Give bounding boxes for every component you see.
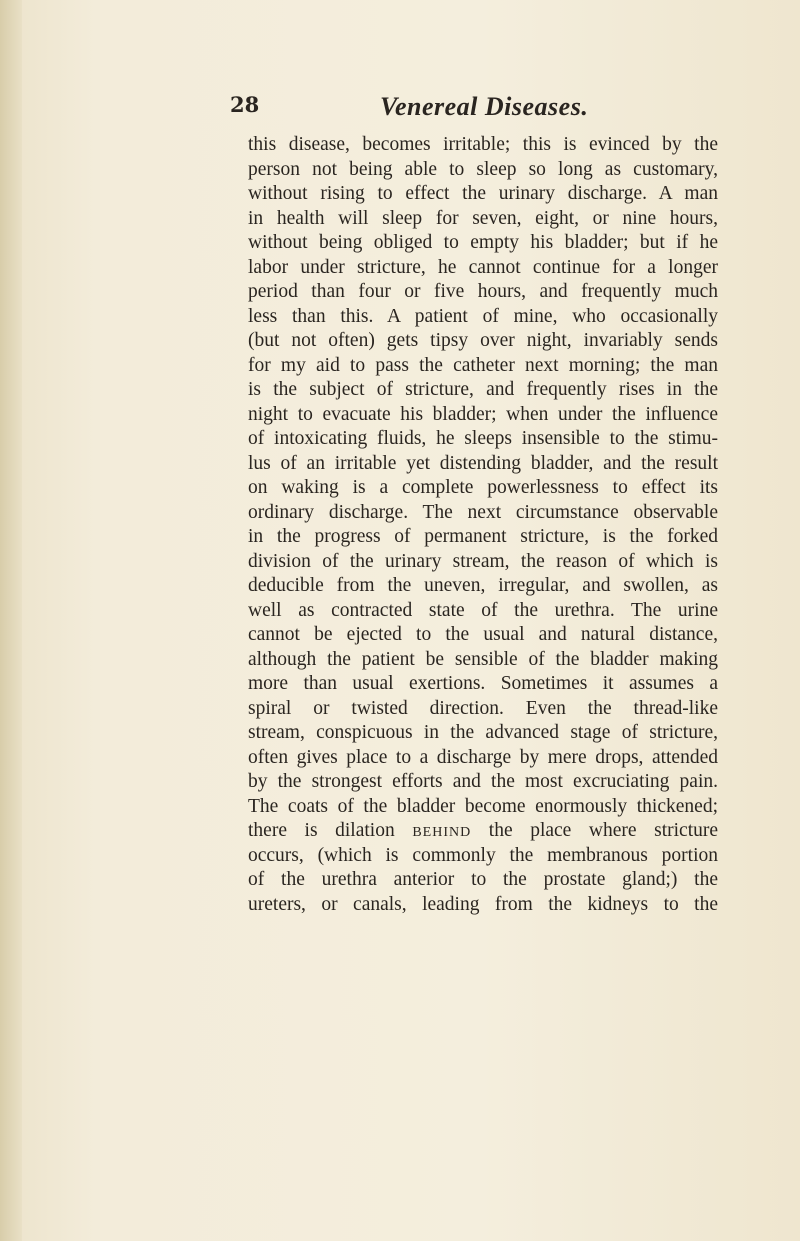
text-line: in the progress of permanent stricture, is the forked [248,526,718,547]
text-line: division of the urinary stream, the reason of which is [248,550,718,572]
text-line: well as contracted state of the urethra. The urine [248,599,718,621]
text-line: ureters, or canals, leading from the kidneys to the [248,893,718,915]
text-line: occurs, (which is commonly the membranous portion [248,844,718,866]
text-line: person not being able to sleep so long as customary, [248,158,718,180]
text-line: without rising to effect the urinary discharge. A man [248,183,718,204]
text-line: period than four or five hours, and frequently much [248,281,718,302]
text-line: is the subject of stricture, and frequently rises in the [248,379,718,400]
text-line: in health will sleep for seven, eight, or nine hours, [248,207,718,229]
text-line: spiral or twisted direction. Even the thread-like [248,697,718,719]
text-line: deducible from the uneven, irregular, and swollen, as [248,575,718,596]
page-gutter [0,0,22,1241]
text-line: of intoxicating fluids, he sleeps insensible to the stimu- [248,428,718,449]
text-line: The coats of the bladder become enormously thickened; [248,795,718,817]
text-line: without being obliged to empty his bladder; but if he [248,232,718,253]
text-line [248,819,718,844]
text-line: this disease, becomes irritable; this is evinced by the [248,134,718,155]
text-line: although the patient be sensible of the bladder making [248,648,718,670]
text-line: stream, conspicuous in the advanced stage of stricture, [248,722,718,743]
text-line: on waking is a complete powerlessness to effect its [248,477,718,498]
page-number: 28 [230,92,260,117]
text-line: of the urethra anterior to the prostate gland;) the [248,869,718,890]
text-line: night to evacuate his bladder; when under the influence [248,403,718,425]
text-line: (but not often) gets tipsy over night, invariably sends [248,330,718,351]
text-segment: there is dilation [248,820,395,841]
text-line: by the strongest efforts and the most excruciating pain. [248,771,718,792]
text-segment: the place where stricture [488,820,719,841]
text-line: ordinary discharge. The next circumstance observable [248,501,718,523]
text-line: more than usual exertions. Sometimes it assumes a [248,673,718,694]
emphasis-small-caps: behind [412,820,472,841]
text-line: cannot be ejected to the usual and natural distance, [248,624,718,645]
text-line: lus of an irritable yet distending bladder, and the result [248,452,718,474]
text-line: often gives place to a discharge by mere drops, attended [248,746,718,768]
page-header [230,92,730,122]
text-line: for my aid to pass the catheter next morning; the man [248,354,718,376]
text-line: less than this. A patient of mine, who occasionally [248,305,718,327]
running-head: Venereal Diseases. [380,92,589,121]
body-text [248,133,718,917]
text-line: labor under stricture, he cannot continue for a longer [248,256,718,278]
